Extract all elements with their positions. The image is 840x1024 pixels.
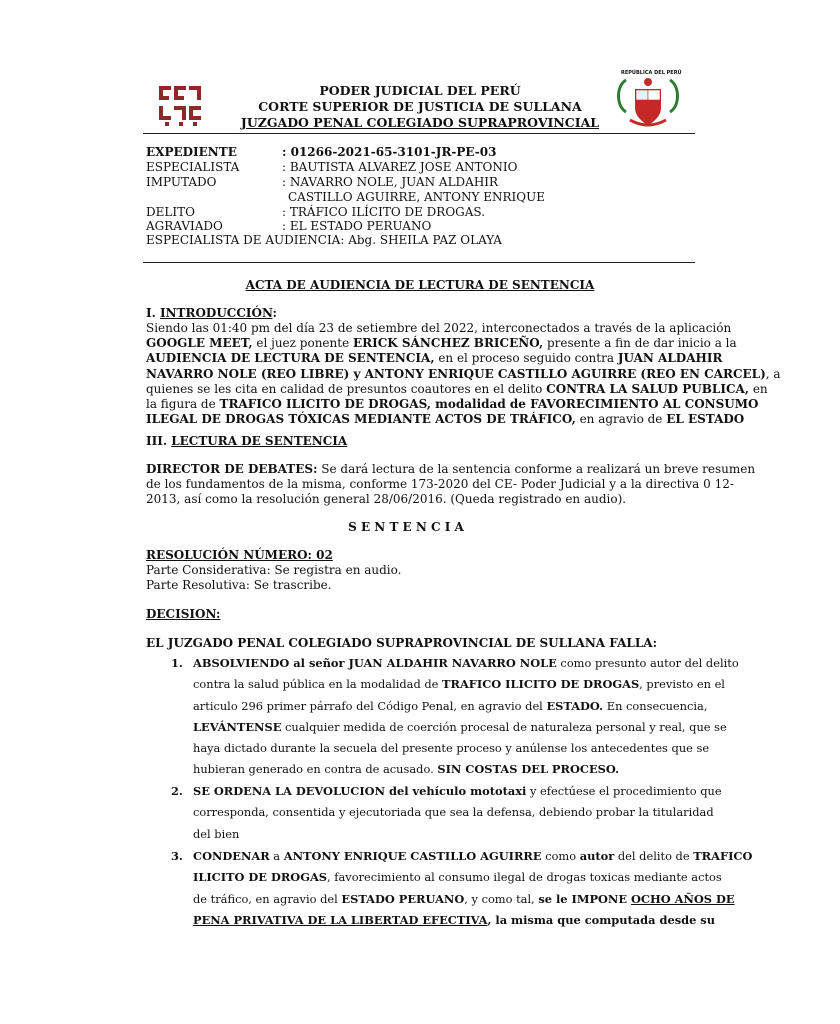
- text-fragment: PENA PRIVATIVA DE LA LIBERTAD EFECTIVA: [193, 912, 488, 927]
- text-fragment: ILICITO DE DROGAS: [193, 870, 328, 885]
- text-fragment: :: [272, 306, 277, 320]
- text-fragment: y efectúese el procedimiento que: [526, 784, 722, 798]
- text-line: [193, 910, 715, 931]
- text-fragment: el juez ponente: [252, 336, 353, 351]
- section-lectura-heading: [146, 434, 347, 448]
- text-fragment: presente a fin de dar inicio a la: [543, 336, 737, 351]
- text-line: [146, 366, 781, 382]
- text-fragment: CONDENAR: [193, 849, 270, 863]
- delito-value: : TRÁFICO ILÍCITO DE DROGAS.: [282, 205, 486, 219]
- expediente-label: EXPEDIENTE: [146, 145, 237, 159]
- text-line: [193, 867, 722, 888]
- text-fragment: en: [749, 381, 768, 396]
- text-fragment: CONTRA LA SALUD PUBLICA,: [546, 381, 749, 396]
- text-line: [193, 717, 727, 738]
- item-3-number: 3.: [171, 849, 183, 863]
- text-fragment: En consecuencia,: [603, 698, 708, 713]
- text-fragment: NAVARRO NOLE (REO LIBRE) y ANTONY ENRIQUE CASTILLO AGUIRRE (REO EN CARCEL): [146, 366, 766, 381]
- text-fragment: ANTONY ENRIQUE CASTILLO AGUIRRE: [283, 849, 542, 863]
- text-line: [146, 462, 756, 477]
- text-fragment: quienes se les cita en calidad de presuntos coautores en el delito: [146, 381, 547, 396]
- text-fragment: como: [541, 849, 580, 863]
- text-fragment: de los fundamentos de la misma, conforme 173-2020 del CE- Poder Judicial y a la directiva 0 12-: [146, 477, 734, 492]
- text-fragment: ESTADO.: [546, 698, 604, 713]
- text-line: [193, 846, 753, 867]
- text-fragment: en agravio de: [575, 412, 667, 427]
- item-2-text: [193, 781, 722, 845]
- text-fragment: , previsto en el: [639, 677, 725, 692]
- document-title: ACTA DE AUDIENCIA DE LECTURA DE SENTENCIA: [245, 278, 595, 292]
- item-1-number: 1.: [171, 656, 183, 670]
- text-fragment: se le IMPONE: [538, 891, 631, 906]
- text-fragment: contra la salud pública en la modalidad de: [193, 677, 443, 692]
- header-line-2: CORTE SUPERIOR DE JUSTICIA DE SULLANA: [258, 99, 582, 114]
- text-fragment: III.: [146, 434, 172, 448]
- text-fragment: LECTURA DE SENTENCIA: [171, 434, 348, 448]
- text-fragment: INTRODUCCIÓN: [159, 306, 273, 320]
- text-fragment: TRAFICO ILICITO DE DROGAS, modalidad de FAVORECIMIENTO AL CONSUMO: [219, 397, 759, 412]
- text-fragment: OCHO AÑOS DE: [631, 891, 735, 906]
- text-line: [146, 351, 723, 366]
- resolucion-heading: RESOLUCIÓN NÚMERO: 02: [146, 548, 333, 562]
- imputado-label: IMPUTADO: [146, 175, 217, 189]
- text-fragment: en el proceso seguido contra: [434, 351, 618, 366]
- text-fragment: LEVÁNTENSE: [193, 719, 282, 734]
- text-line: [193, 759, 694, 780]
- text-fragment: ABSOLVIENDO al señor JUAN ALDAHIR NAVARRO NOLE: [193, 656, 557, 670]
- text-fragment: , la misma que computada desde su: [487, 912, 715, 927]
- text-fragment: autor: [579, 849, 615, 863]
- text-fragment: SE ORDENA LA DEVOLUCION del vehículo mototaxi: [193, 784, 527, 798]
- text-line: [193, 889, 735, 910]
- text-line: [193, 674, 725, 695]
- text-fragment: como presunto autor del delito: [556, 656, 739, 670]
- text-fragment: la figura de: [146, 397, 220, 412]
- falla-heading: EL JUZGADO PENAL COLEGIADO SUPRAPROVINCIAL DE SULLANA FALLA:: [146, 636, 658, 650]
- text-line: [146, 336, 737, 351]
- text-fragment: haya dictado durante la secuela del presente proceso y anúlense los antecedentes que se: [193, 741, 710, 756]
- text-fragment: TRAFICO ILICITO DE DROGAS: [442, 677, 640, 692]
- item-1-text: [193, 653, 739, 781]
- text-fragment: , a: [765, 366, 781, 381]
- metadata-rule: [143, 262, 695, 263]
- especialista-audiencia: ESPECIALISTA DE AUDIENCIA: Abg. SHEILA PAZ OLAYA: [146, 233, 502, 247]
- text-line: [193, 696, 708, 717]
- text-fragment: AUDIENCIA DE LECTURA DE SENTENCIA,: [146, 351, 435, 366]
- text-fragment: , y como tal,: [464, 891, 539, 906]
- text-fragment: articulo 296 primer párrafo del Código Penal, en agravio del: [193, 698, 547, 713]
- text-fragment: ERICK SÁNCHEZ BRICEÑO,: [353, 336, 544, 351]
- expediente-value: : 01266-2021-65-3101-JR-PE-03: [282, 145, 497, 159]
- text-fragment: GOOGLE MEET,: [146, 336, 253, 351]
- delito-label: DELITO: [146, 205, 195, 219]
- header-rule: [143, 133, 695, 134]
- text-fragment: hubieran generado en contra de acusado.: [193, 762, 438, 777]
- text-fragment: DIRECTOR DE DEBATES:: [146, 462, 318, 476]
- especialista-label: ESPECIALISTA: [146, 160, 240, 174]
- agraviado-label: AGRAVIADO: [146, 219, 223, 233]
- agraviado-value: : EL ESTADO PERUANO: [282, 219, 432, 233]
- text-fragment: ESTADO PERUANO: [341, 891, 465, 906]
- parte-considerativa: Parte Considerativa: Se registra en audio.: [146, 563, 402, 577]
- text-fragment: Se dará lectura de la sentencia conforme a realizará un breve resumen: [317, 462, 756, 476]
- text-fragment: I.: [146, 306, 160, 320]
- especialista-value: : BAUTISTA ALVAREZ JOSE ANTONIO: [282, 160, 518, 174]
- director-paragraph: [146, 462, 756, 508]
- seal-text: REPÚBLICA DEL PERÚ: [621, 70, 682, 76]
- text-line: [193, 653, 739, 674]
- text-fragment: del delito de: [614, 849, 694, 863]
- text-line: [193, 781, 722, 802]
- decision-heading: DECISION:: [146, 607, 221, 621]
- text-fragment: cualquier medida de coerción procesal de naturaleza personal y real, que se: [281, 719, 727, 734]
- header-line-1: PODER JUDICIAL DEL PERÚ: [319, 83, 521, 98]
- text-fragment: SIN COSTAS DEL PROCESO.: [437, 762, 620, 777]
- text-fragment: corresponda, consentida y ejecutoriada que sea la defensa, debiendo probar la titularidad: [193, 805, 714, 820]
- parte-resolutiva: Parte Resolutiva: Se trascribe.: [146, 578, 332, 592]
- text-fragment: ILEGAL DE DROGAS TÓXICAS MEDIANTE ACTOS DE TRÁFICO,: [146, 412, 576, 427]
- header-line-3: JUZGADO PENAL COLEGIADO SUPRAPROVINCIAL: [240, 115, 600, 130]
- text-line: [146, 412, 745, 427]
- text-line: [146, 381, 768, 397]
- text-fragment: 2013, así como la resolución general 28/06/2016. (Queda registrado en audio).: [146, 492, 627, 507]
- text-fragment: a: [269, 849, 284, 863]
- imputado-value-1: : NAVARRO NOLE, JUAN ALDAHIR: [282, 175, 499, 189]
- sentencia-title: S E N T E N C I A: [348, 520, 464, 534]
- item-3-text: [193, 846, 753, 931]
- text-fragment: JUAN ALDAHIR: [617, 351, 723, 366]
- text-line: [146, 397, 759, 412]
- text-fragment: TRAFICO: [693, 849, 753, 863]
- text-fragment: Siendo las 01:40 pm del día 23 de setiembre del 2022, interconectados a través de la aplicación: [146, 321, 732, 335]
- imputado-value-2: CASTILLO AGUIRRE, ANTONY ENRIQUE: [288, 190, 545, 204]
- text-fragment: EL ESTADO: [666, 412, 745, 427]
- item-2-number: 2.: [171, 784, 183, 798]
- section-introduccion-heading: [146, 306, 277, 320]
- text-fragment: , favorecimiento al consumo ilegal de drogas toxicas mediante actos: [327, 870, 722, 885]
- text-fragment: de tráfico, en agravio del: [193, 891, 342, 906]
- text-fragment: del bien: [193, 826, 240, 841]
- introduccion-paragraph: [146, 321, 781, 427]
